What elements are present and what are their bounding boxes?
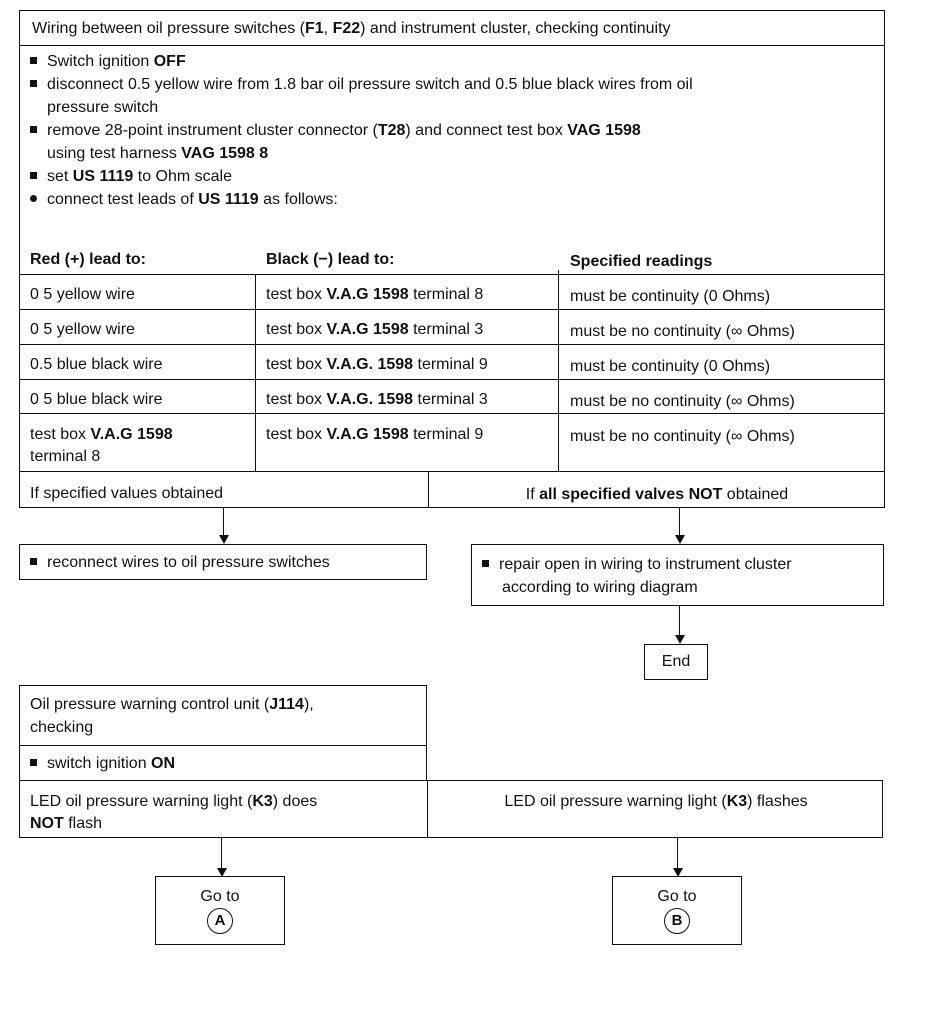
bullet-icon (482, 560, 489, 567)
unit-check-step: switch ignition ON (19, 745, 427, 781)
table-row-5-reading: must be no continuity (∞ Ohms) (570, 428, 795, 445)
step-remove-connector: remove 28-point instrument cluster connector (T28) and connect test box VAG 1598 (30, 119, 880, 142)
step-disconnect: disconnect 0.5 yellow wire from 1.8 bar oil pressure switch and 0.5 blue black wires from oil (30, 73, 880, 96)
table-row-1-reading: must be continuity (0 Ohms) (570, 288, 771, 305)
steps-list (30, 50, 880, 211)
col-header-red: Red (+) lead to: (30, 251, 147, 268)
end-box: End (644, 644, 708, 680)
table-row-1-black: test box V.A.G 1598 terminal 8 (266, 286, 484, 303)
table-row-5-black: test box V.A.G 1598 terminal 9 (266, 426, 484, 443)
step-disconnect-cont: pressure switch (47, 99, 159, 116)
table-row-3-red: 0.5 blue black wire (30, 356, 163, 373)
table-row-3-reading: must be continuity (0 Ohms) (570, 358, 771, 375)
result-not-flash: LED oil pressure warning light (K3) does NOT flash (30, 793, 318, 832)
bullet-icon (30, 558, 37, 565)
bullet-icon (30, 80, 37, 87)
unit-check-title: Oil pressure warning control unit (J114), checking (19, 685, 427, 746)
goto-a-box: Go to A (155, 876, 285, 945)
col-header-readings: Specified readings (570, 253, 713, 270)
bullet-icon (30, 57, 37, 64)
result-ok: If specified values obtained (30, 485, 224, 502)
bullet-icon (30, 172, 37, 179)
arrow-down-icon (675, 635, 685, 644)
table-row-3-black: test box V.A.G. 1598 terminal 9 (266, 356, 488, 373)
action-reconnect: reconnect wires to oil pressure switches (19, 544, 427, 580)
step-connect-leads: connect test leads of US 1119 as follows: (30, 188, 880, 211)
result-flashes: LED oil pressure warning light (K3) flashes (504, 793, 808, 810)
header-text: Wiring between oil pressure switches (F1, F22) and instrument cluster, checking continuity (32, 20, 671, 37)
table-row-2-black: test box V.A.G 1598 terminal 3 (266, 321, 484, 338)
arrow-down-icon (219, 535, 229, 544)
procedure-header (19, 10, 885, 46)
circle-a-icon: A (207, 908, 233, 934)
circle-b-icon: B (664, 908, 690, 934)
col-header-black: Black (−) lead to: (266, 251, 395, 268)
table-row-1-red: 0 5 yellow wire (30, 286, 135, 303)
table-row-5-red: test box V.A.G 1598 terminal 8 (30, 426, 173, 465)
arrow-down-icon (675, 535, 685, 544)
table-row-2-red: 0 5 yellow wire (30, 321, 135, 338)
table-row-2-reading: must be no continuity (∞ Ohms) (570, 323, 795, 340)
bullet-icon (30, 759, 37, 766)
table-row-4-reading: must be no continuity (∞ Ohms) (570, 393, 795, 410)
bullet-icon (30, 126, 37, 133)
action-repair: repair open in wiring to instrument cluster according to wiring diagram (471, 544, 884, 606)
step-remove-connector-cont: using test harness VAG 1598 8 (47, 145, 269, 162)
table-row-4-red: 0 5 blue black wire (30, 391, 163, 408)
bullet-icon (30, 195, 37, 202)
table-row-4-black: test box V.A.G. 1598 terminal 3 (266, 391, 488, 408)
goto-b-box: Go to B (612, 876, 742, 945)
result-fail: If all specified valves NOT obtained (525, 486, 789, 503)
step-set-ohm: set US 1119 to Ohm scale (30, 165, 880, 188)
step-ignition-off: Switch ignition OFF (30, 50, 880, 73)
